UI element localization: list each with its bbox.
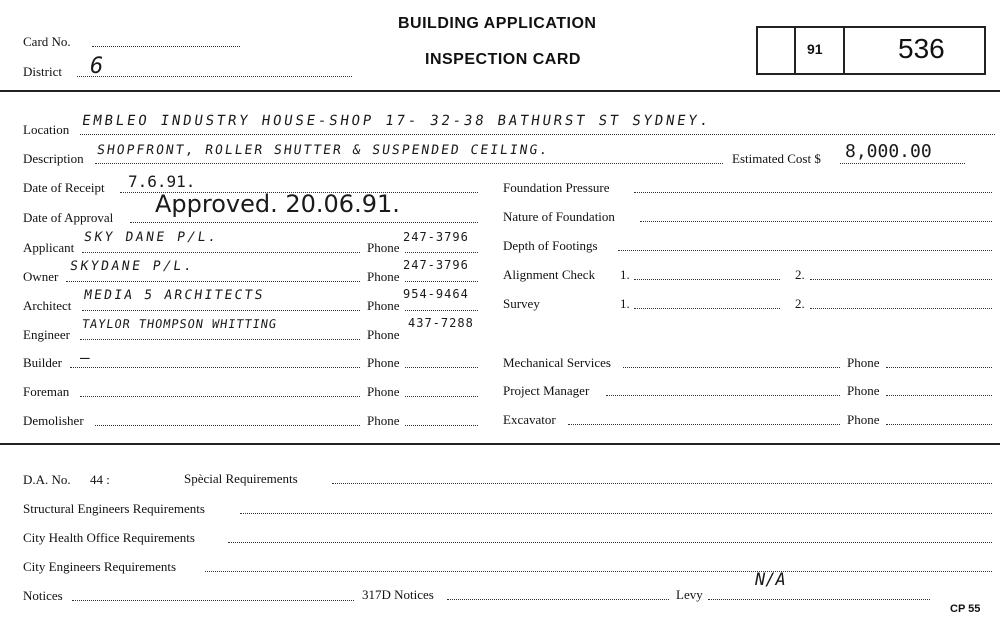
- excavator-phone-line: [886, 424, 992, 425]
- architect-phone-label: Phone: [367, 298, 400, 313]
- levy-label: Levy: [676, 587, 703, 602]
- builder-line: [70, 367, 360, 368]
- district-line: [77, 76, 352, 77]
- city-engineers-label: City Engineers Requirements: [23, 559, 177, 574]
- date-of-receipt-label: Date of Receipt: [23, 180, 105, 195]
- da-no-label: D.A. No.: [23, 472, 71, 487]
- city-health-line: [228, 542, 992, 543]
- description-line: [95, 163, 723, 164]
- applicant-label: Applicant: [23, 240, 75, 255]
- alignment-check-label: Alignment Check: [503, 267, 596, 282]
- survey-1-line: [634, 308, 780, 309]
- da-no-value: 44 :: [90, 472, 110, 487]
- alignment-check-2-line: [810, 279, 992, 280]
- structural-engineers-label: Structural Engineers Requirements: [23, 501, 205, 516]
- estimated-cost-value: 8,000.00: [845, 141, 932, 162]
- demolisher-line: [95, 425, 360, 426]
- applicant-value: SKY DANE P/L.: [82, 230, 220, 245]
- foreman-label: Foreman: [23, 384, 70, 399]
- district-label: District: [23, 64, 62, 79]
- architect-value: MEDIA 5 ARCHITECTS: [82, 288, 266, 303]
- foreman-phone-line: [405, 396, 478, 397]
- owner-phone-label: Phone: [367, 269, 400, 284]
- alignment-check-1-line: [634, 279, 780, 280]
- date-of-approval-value: Approved. 20.06.91.: [155, 190, 400, 218]
- owner-phone-value: 247-3796: [403, 258, 469, 272]
- structural-engineers-line: [240, 513, 992, 514]
- special-requirements-line: [332, 483, 992, 484]
- notices-label: Notices: [23, 588, 63, 603]
- builder-value: –: [80, 348, 90, 367]
- notices-317d-line: [447, 599, 669, 600]
- mechanical-services-line: [623, 367, 840, 368]
- depth-of-footings-line: [618, 250, 992, 251]
- alignment-check-1-label: 1.: [620, 267, 630, 282]
- architect-line: [82, 310, 360, 311]
- foundation-pressure-line: [634, 192, 992, 193]
- card-no-label: Card No.: [23, 34, 71, 49]
- project-manager-phone-label: Phone: [847, 383, 880, 398]
- project-manager-phone-line: [886, 395, 992, 396]
- estimated-cost-label: Estimated Cost $: [732, 151, 821, 166]
- excavator-phone-label: Phone: [847, 412, 880, 427]
- levy-line: [708, 599, 930, 600]
- builder-phone-line: [405, 367, 478, 368]
- special-requirements-label: Spècial Requirements: [184, 471, 298, 486]
- date-of-approval-label: Date of Approval: [23, 210, 114, 225]
- mechanical-services-label: Mechanical Services: [503, 355, 611, 370]
- engineer-value: TAYLOR THOMPSON WHITTING: [81, 317, 278, 331]
- applicant-phone-line: [405, 252, 478, 253]
- nature-of-foundation-line: [640, 221, 992, 222]
- builder-phone-label: Phone: [367, 355, 400, 370]
- mechanical-phone-label: Phone: [847, 355, 880, 370]
- description-label: Description: [23, 151, 84, 166]
- foundation-pressure-label: Foundation Pressure: [503, 180, 610, 195]
- foreman-phone-label: Phone: [367, 384, 400, 399]
- description-value: SHOPFRONT, ROLLER SHUTTER & SUSPENDED CEILING.: [95, 143, 551, 158]
- excavator-label: Excavator: [503, 412, 556, 427]
- survey-2-label: 2.: [795, 296, 805, 311]
- date-of-approval-line: [130, 222, 478, 223]
- notices-317d-label: 317D Notices: [362, 587, 434, 602]
- header-divider: [0, 90, 1000, 92]
- depth-of-footings-label: Depth of Footings: [503, 238, 598, 253]
- notices-line: [72, 600, 354, 601]
- alignment-check-2-label: 2.: [795, 267, 805, 282]
- engineer-phone-value: 437-7288: [408, 316, 474, 330]
- middle-divider: [0, 443, 1000, 445]
- engineer-label: Engineer: [23, 327, 70, 342]
- date-of-receipt-value: 7.6.91.: [128, 172, 196, 191]
- form-title: BUILDING APPLICATION: [398, 15, 597, 32]
- architect-label: Architect: [23, 298, 72, 313]
- form-subtitle: INSPECTION CARD: [425, 51, 581, 68]
- applicant-phone-label: Phone: [367, 240, 400, 255]
- demolisher-phone-line: [405, 425, 478, 426]
- survey-2-line: [810, 308, 992, 309]
- location-line: [80, 134, 995, 135]
- builder-label: Builder: [23, 355, 62, 370]
- project-manager-line: [606, 395, 840, 396]
- applicant-line: [82, 252, 360, 253]
- estimated-cost-line: [840, 163, 965, 164]
- applicant-phone-value: 247-3796: [403, 230, 469, 244]
- location-value: EMBLEO INDUSTRY HOUSE-SHOP 17- 32-38 BATHURST ST SYDNEY.: [80, 113, 712, 129]
- foreman-line: [80, 396, 360, 397]
- card-number-box: [756, 26, 986, 75]
- form-code: CP 55: [950, 603, 981, 615]
- box-blank-cell: [758, 28, 796, 73]
- levy-value: N/A: [755, 570, 786, 590]
- project-manager-label: Project Manager: [503, 383, 590, 398]
- demolisher-label: Demolisher: [23, 413, 84, 428]
- architect-phone-line: [405, 310, 478, 311]
- excavator-line: [568, 424, 840, 425]
- location-label: Location: [23, 122, 70, 137]
- survey-label: Survey: [503, 296, 540, 311]
- city-engineers-line: [205, 571, 992, 572]
- engineer-line: [80, 339, 360, 340]
- owner-line: [66, 281, 360, 282]
- demolisher-phone-label: Phone: [367, 413, 400, 428]
- architect-phone-value: 954-9464: [403, 287, 469, 301]
- mechanical-phone-line: [886, 367, 992, 368]
- engineer-phone-label: Phone: [367, 327, 400, 342]
- survey-1-label: 1.: [620, 296, 630, 311]
- owner-label: Owner: [23, 269, 59, 284]
- box-year: 91: [807, 41, 823, 57]
- nature-of-foundation-label: Nature of Foundation: [503, 209, 615, 224]
- owner-value: SKYDANE P/L.: [68, 259, 195, 274]
- district-value: 6: [90, 54, 104, 79]
- owner-phone-line: [405, 281, 478, 282]
- box-number: 536: [898, 33, 945, 64]
- card-no-line: [92, 46, 240, 47]
- city-health-label: City Health Office Requirements: [23, 530, 195, 545]
